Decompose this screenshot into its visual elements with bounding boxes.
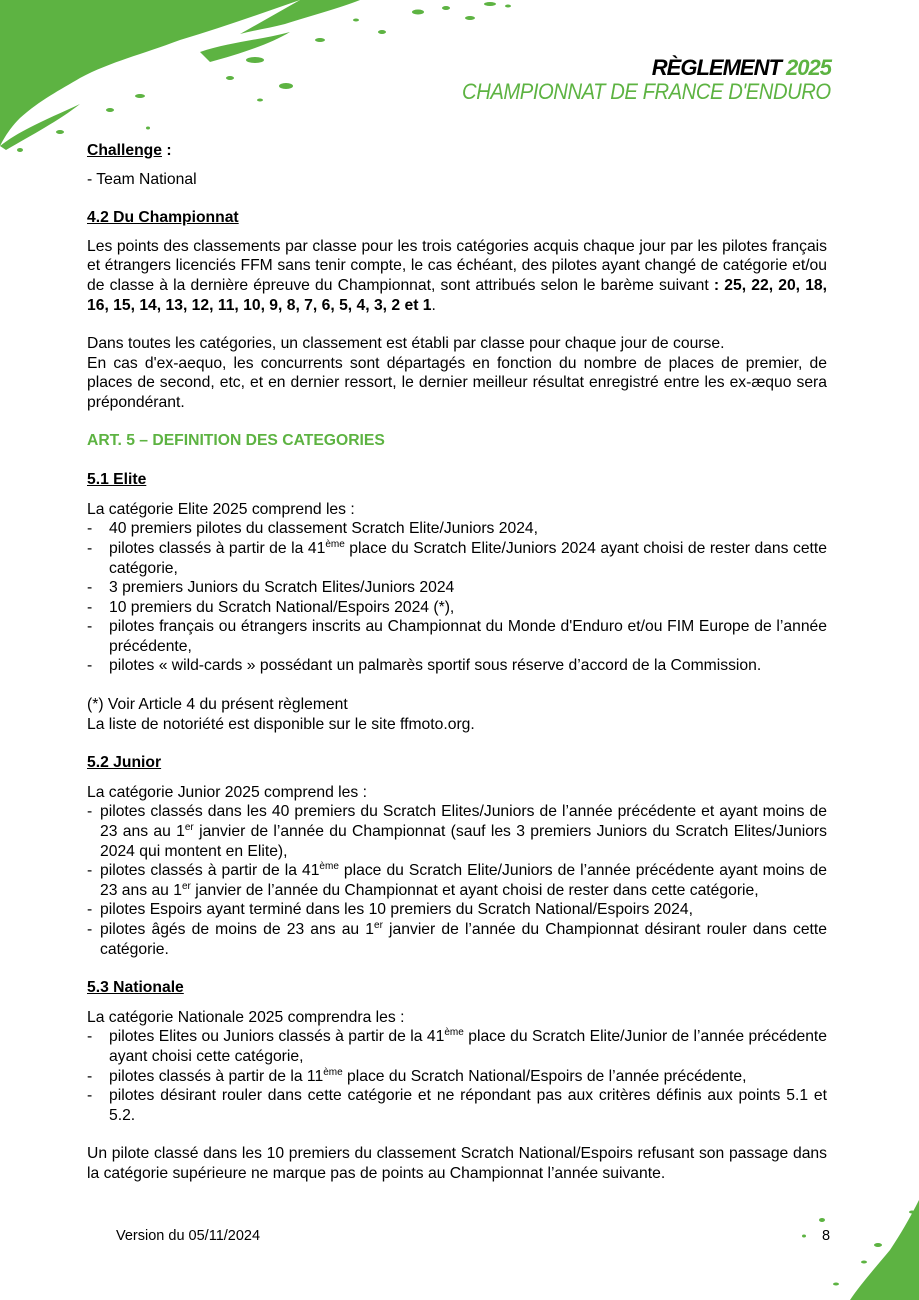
header-reglement: RÈGLEMENT: [651, 55, 781, 80]
section-5-2-intro: La catégorie Junior 2025 comprend les :: [87, 783, 367, 801]
page-content: [87, 141, 827, 1184]
national-criteria-list: [87, 1027, 827, 1125]
footnote-article-4: (*) Voir Article 4 du présent règlement: [87, 696, 348, 714]
challenge-colon: :: [161, 142, 172, 159]
list-item: - pilotes classés à partir de la 41ème place du Scratch Elite/Juniors 2024 ayant choisi de rester dans cette catégorie,: [87, 539, 827, 578]
section-5-1-intro: La catégorie Elite 2025 comprend les :: [87, 500, 355, 518]
page-number: 8: [822, 1228, 831, 1244]
challenge-heading-line: [87, 141, 827, 161]
points-scale: : 25, 22, 20, 18, 16, 15, 14, 13, 12, 11, 10, 9, 8, 7, 6, 5, 4, 3, 2 et 1: [87, 276, 828, 314]
section-4-2-paragraph-2: Dans toutes les catégories, un classement est établi par classe pour chaque jour de course.: [87, 335, 725, 353]
section-5-3-closing: Un pilote classé dans les 10 premiers du classement Scratch National/Espoirs refusant son passage dans la catégorie supérieure ne marque pas de points au Championnat l’année suivante.: [87, 1145, 827, 1182]
header-year: 2025: [786, 55, 831, 80]
document-header: [430, 56, 831, 104]
section-5-3-heading: 5.3 Nationale: [87, 979, 184, 997]
section-4-2-paragraph-3: En cas d'ex-aequo, les concurrents sont départagés en fonction du nombre de places de premier, de places de second, etc, et en dernier ressort, le dernier meilleur résultat enregistré entre les ex-æquo sera prépondérant.: [87, 354, 827, 411]
junior-criteria-list: [87, 802, 827, 959]
header-subtitle: CHAMPIONNAT DE FRANCE D'ENDURO: [462, 79, 831, 104]
list-item: - pilotes Espoirs ayant terminé dans les 10 premiers du Scratch National/Espoirs 2024,: [87, 900, 827, 920]
list-item: - pilotes désirant rouler dans cette catégorie et ne répondant pas aux critères définis aux points 5.1 et 5.2.: [87, 1086, 827, 1125]
article-5-heading: ART. 5 – DEFINITION DES CATEGORIES: [87, 431, 385, 449]
list-item: - pilotes classés à partir de la 41ème place du Scratch Elite/Juniors de l’année précédente ayant moins de 23 ans au 1er janvier de l’année du Championnat et ayant choisi de rester dans cette catégorie,: [87, 861, 827, 900]
section-4-2-paragraph-1: [87, 237, 827, 315]
section-5-1-heading: 5.1 Elite: [87, 471, 147, 489]
list-item: - 3 premiers Juniors du Scratch Elites/Juniors 2024: [87, 578, 827, 598]
points-text: Les points des classements par classe pour les trois catégories acquis chaque jour par les pilotes français et étrangers licenciés FFM sans tenir compte, le cas échéant, des pilotes ayant changé de catégorie et/ou de classe à la dernière épreuve du Championnat, sont attribués selon le barème suivant: [87, 237, 827, 294]
list-item: - pilotes classés à partir de la 11ème place du Scratch National/Espoirs de l’année précédente,: [87, 1067, 827, 1087]
section-4-2-heading: 4.2 Du Championnat: [87, 209, 239, 227]
list-item: - 40 premiers pilotes du classement Scratch Elite/Juniors 2024,: [87, 519, 827, 539]
list-item: - pilotes âgés de moins de 23 ans au 1er janvier de l’année du Championnat désirant rouler dans cette catégorie.: [87, 920, 827, 959]
list-item: - 10 premiers du Scratch National/Espoirs 2024 (*),: [87, 598, 827, 618]
header-title: [430, 56, 831, 80]
challenge-heading: Challenge: [87, 142, 162, 159]
list-item: - pilotes classés dans les 40 premiers du Scratch Elites/Juniors de l’année précédente et ayant moins de 23 ans au 1er janvier de l’année du Championnat (sauf les 3 premiers Juniors du Scratch Elites/Juniors 2024 qui montent en Elite),: [87, 802, 827, 861]
list-item: - pilotes Elites ou Juniors classés à partir de la 41ème place du Scratch Elite/Junior de l’année précédente ayant choisi cette catégorie,: [87, 1027, 827, 1066]
challenge-item: - Team National: [87, 170, 197, 188]
list-item: - pilotes « wild-cards » possédant un palmarès sportif sous réserve d’accord de la Commission.: [87, 656, 827, 676]
notoriety-list-note: La liste de notoriété est disponible sur le site ffmoto.org.: [87, 715, 475, 733]
footer-version: Version du 05/11/2024: [116, 1228, 261, 1244]
elite-criteria-list: [87, 519, 827, 676]
section-5-2-heading: 5.2 Junior: [87, 754, 162, 772]
list-item: - pilotes français ou étrangers inscrits au Championnat du Monde d'Enduro et/ou FIM Europe de l’année précédente,: [87, 617, 827, 656]
points-end: .: [431, 296, 436, 314]
section-5-3-intro: La catégorie Nationale 2025 comprendra les :: [87, 1008, 405, 1026]
